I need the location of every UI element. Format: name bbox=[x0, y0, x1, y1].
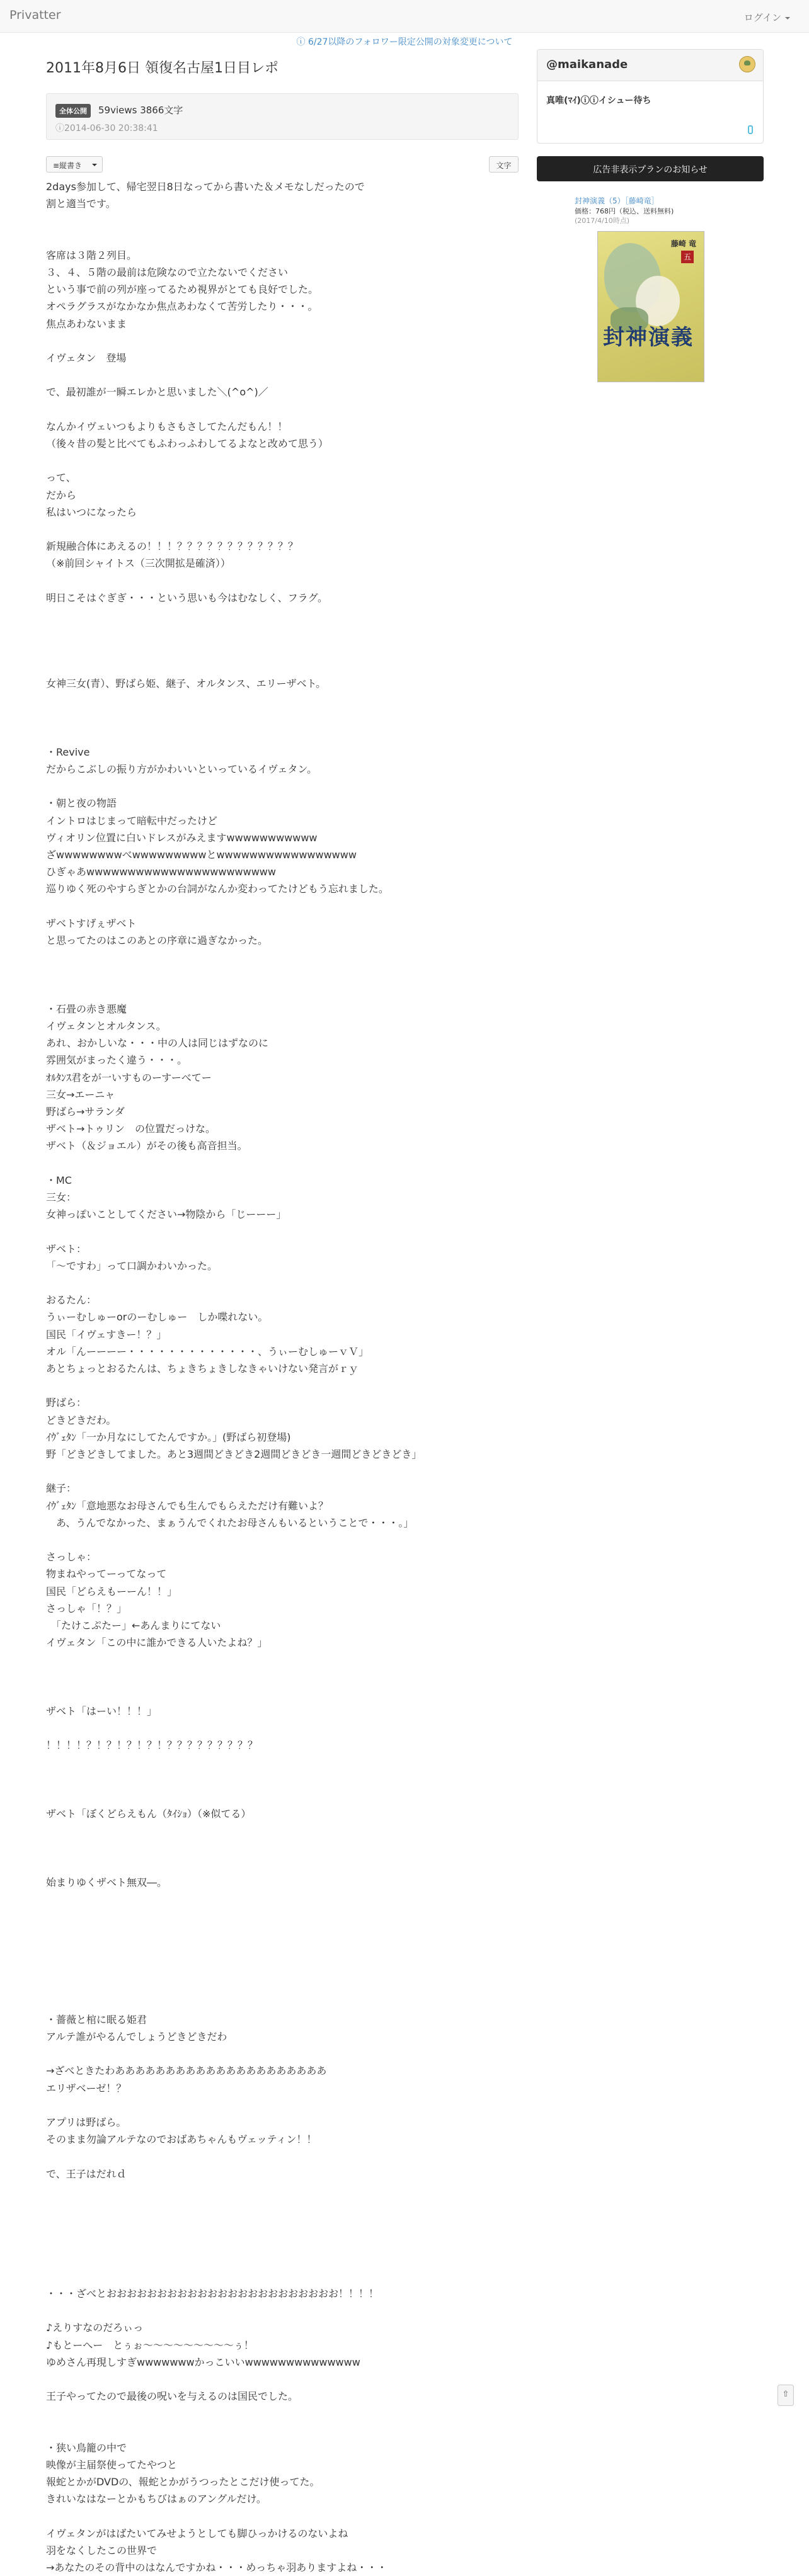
product-price: 価格：768円（税込、送料無料) bbox=[575, 207, 674, 215]
caret-down-icon bbox=[785, 17, 790, 20]
profile-card bbox=[537, 49, 764, 144]
post-body: 2days参加して、帰宅翌日8日なってから書いた＆メモなしだったので 割と適当です。 客席は３階２列目。 ３、４、５階の最前は危険なので立たないでください という事で前の列が座ってるため視界がとても良好でした。 オペラグラスがなかなか焦点あわなくて苦労したり・・・。 焦点あわないまま イヴェタン 登場 で、最初誰が一瞬エレかと思いました＼(^o^)／ なんかイヴェいつもよりもさもさしてたんだもん！！ （後々昔の髪と比べてもふわっふわしてるよなと改めて思う） って、 だから 私はいつになったら 新規融合体にあえるの！！！？？？？？？？？？？？？ （※前回シャイトス（三次開拡是確済）） 明日こそはぐぎぎ・・・という思いも今はむなしく、フラグ。 女神三女(青）、野ばら姫、継子、オルタンス、エリーザベト。 ・Revive だからこぶしの振り方がかわいいといっているイヴェタン。 ・朝と夜の物語 イントロはじまって暗転中だったけど ヴィオリン位置に白いドレスがみえますwwwwwwwwwww ざwwwwwwwwべwwwwwwwwwとwwwwwwwwwwwwwwwww ひぎゃあwwwwwwwwwwwwwwwwwwwwwww 巡りゆく死のやすらぎとかの台詞がなんか変わってたけどもう忘れました。 ザベトすげぇザベト と思ってたのはこのあとの序章に過ぎなかった。 ・石畳の赤き悪魔 イヴェタンとオルタンス。 あれ、おかしいな・・・中の人は同じはずなのに 雰囲気がまったく違う・・・。 ｵﾙﾀﾝｽ君をが一いすものーすーべてー 三女→エーニャ 野ばら→サランダ ザベト→トゥリン の位置だっけな。 ザベト（＆ジョエル）がその後も高音担当。 ・MC 三女： 女神っぽいことしてください→物陰から「じーーー」 ザベト： 「〜ですわ」って口調かわいかった。 おるたん： うぃーむしゅーorのーむしゅー しか喋れない。 国民「イヴェすきー！？」 オル「んーーーー・・・・・・・・・・・・・、うぃーむしゅーｖＶ」 あとちょっとおるたんは、ちょきちょきしなきゃいけない発言がｒｙ 野ばら： どきどきだわ。 ｲｳﾞｪﾀﾝ「一か月なにしてたんですか。」(野ばら初登場) 野「どきどきしてました。あと3週間どきどき2週間どきどき一週間どきどきどき」 継子： ｲｳﾞｪﾀﾝ「意地悪なお母さんでも生んでもらえただけ有難いよ？ あ、うんでなかった、まぁうんでくれたお母さんもいるということで・・・。」 さっしゃ： 物まねやってーってなって 国民「どらえもーーん！！」 さっしゃ「！？」 「たけこぷたー」←あんまりにてない イヴェタン「この中に誰かできる人いたよね？」 ザベト「はーい！！！」 ！！！！？！？！？！？！？？？？？？？？？ ザベト「ぼくどらえもん（ﾀｲｼｮ）（※似てる） 始まりゆくザベト無双―。 ・薔薇と棺に眠る姫君 アルテ誰がやるんでしょうどきどきだわ →ざべときたわあああああああああああああああああああああ エリザベーゼ！？ アプリは野ばら。 そのまま勿論アルテなのでおばあちゃんもヴェッティン！！ で、王子はだれｄ ・・・ざべとおおおおおおおおおおおおおおおおおおおおおおお！！！！ ♪えりすなのだろぃっ ♪もとーへー とぅぉ〜〜〜〜〜〜〜〜〜ぅ！ ゆめさん再現しすぎwwwwwwwかっこいいwwwwwwwwwwwwww 王子やってたので最後の呪いを与えるのは国民でした。 ・狭い鳥籠の中で 映像が主届祭使ってたやつと 報蛇とかがDVDの、報蛇とかがうつったとこだけ使ってた。 きれいなはなーとかもちびはぁのアングルだけ。 イヴェタンがはばたいてみせようとしても脚ひっかけるのないよね 羽をなくしたこの世界で →あなたのその背中のはなんですかね・・・めっちゃ羽ありますよね・・・ bbox=[46, 181, 422, 2574]
user-bio: 真唯(ﾏｲ)ⓘⓘイシュー待ち bbox=[546, 96, 651, 106]
product-date: (2017/4/10時点) bbox=[575, 216, 629, 225]
ad-free-plan-button[interactable]: 広告非表示プランのお知らせ bbox=[537, 156, 764, 181]
book-cover-image[interactable] bbox=[597, 231, 704, 382]
post-date: ⓘ2014-06-30 20:38:41 bbox=[55, 123, 158, 133]
product-ad bbox=[575, 196, 738, 350]
notice-link[interactable]: ⓘ 6/27以降のフォロワー限定公開の対象変更について bbox=[296, 37, 513, 47]
font-size-button[interactable]: 文字 bbox=[489, 156, 519, 173]
view-count: 59views 3866文字 bbox=[98, 105, 183, 116]
post-meta bbox=[46, 93, 519, 140]
post-title-area bbox=[46, 60, 519, 77]
avatar[interactable] bbox=[739, 56, 755, 72]
user-handle[interactable]: @maikanade bbox=[546, 58, 628, 71]
vertical-writing-label: ≡縦書き bbox=[53, 161, 83, 170]
visibility-badge: 全体公開 bbox=[55, 104, 91, 118]
link-icon[interactable] bbox=[748, 125, 753, 134]
scroll-top-button[interactable]: ⇧ bbox=[777, 2385, 794, 2406]
vertical-writing-dropdown[interactable] bbox=[46, 156, 103, 173]
navbar bbox=[0, 0, 809, 33]
cover-author: 藤崎 竜 bbox=[670, 239, 696, 248]
product-title-link[interactable]: 封神演義（5）［藤崎竜］ bbox=[575, 196, 659, 205]
login-label: ログイン bbox=[743, 12, 781, 23]
cover-volume: 五 bbox=[681, 251, 694, 263]
login-dropdown[interactable] bbox=[744, 11, 790, 24]
chevron-down-icon bbox=[92, 164, 97, 166]
brand-logo[interactable]: Privatter bbox=[9, 8, 61, 22]
page-title: 2011年8月6日 領復名古屋1日目レポ bbox=[46, 60, 278, 76]
cover-title: 封神演義 bbox=[603, 325, 694, 350]
profile-header bbox=[537, 50, 763, 81]
